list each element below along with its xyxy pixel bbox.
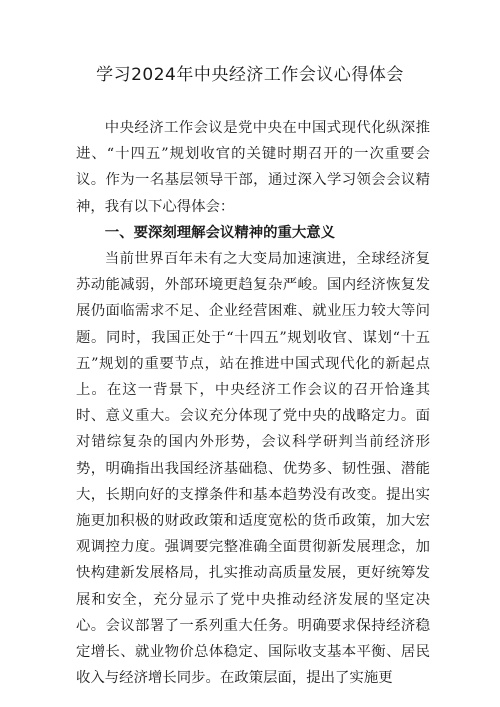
document-body [76, 115, 430, 691]
section-paragraph: 当前世界百年未有之大变局加速演进，全球经济复苏动能减弱，外部环境更趋复杂严峻。国内经济恢复发展仍面临需求不足、企业经营困难、就业压力较大等问题。同时，我国正处于“十四五”规划收官、谋划“十五五”规划的重要节点，站在推进中国式现代化的新起点上。在这一背景下，中央经济工作会议的召开恰逢其时、意义重大。会议充分体现了党中央的战略定力。面对错综复杂的国内外形势，会议科学研判当前经济形势，明确指出我国经济基础稳、优势多、韧性强、潜能大，长期向好的支撑条件和基本趋势没有改变。提出实施更加积极的财政政策和适度宽松的货币政策，加大宏观调控力度。强调要完整准确全面贯彻新发展理念，加快构建新发展格局，扎实推动高质量发展，更好统筹发展和安全，充分显示了党中央推动经济发展的坚定决心。会议部署了一系列重大任务。明确要求保持经济稳定增长、就业物价总体稳定、国际收支基本平衡、居民收入与经济增长同步。在政策层面，提出了实施更 [76, 251, 430, 687]
document-title: 学习2024年中央经济工作会议心得体会 [96, 65, 404, 85]
section-heading: 一、要深刻理解会议精神的重大意义 [104, 224, 336, 241]
intro-paragraph: 中央经济工作会议是党中央在中国式现代化纵深推进、“十四五”规划收官的关键时期召开的一次重要会议。作为一名基层领导干部，通过深入学习领会会议精神，我有以下心得体会： [76, 120, 430, 215]
